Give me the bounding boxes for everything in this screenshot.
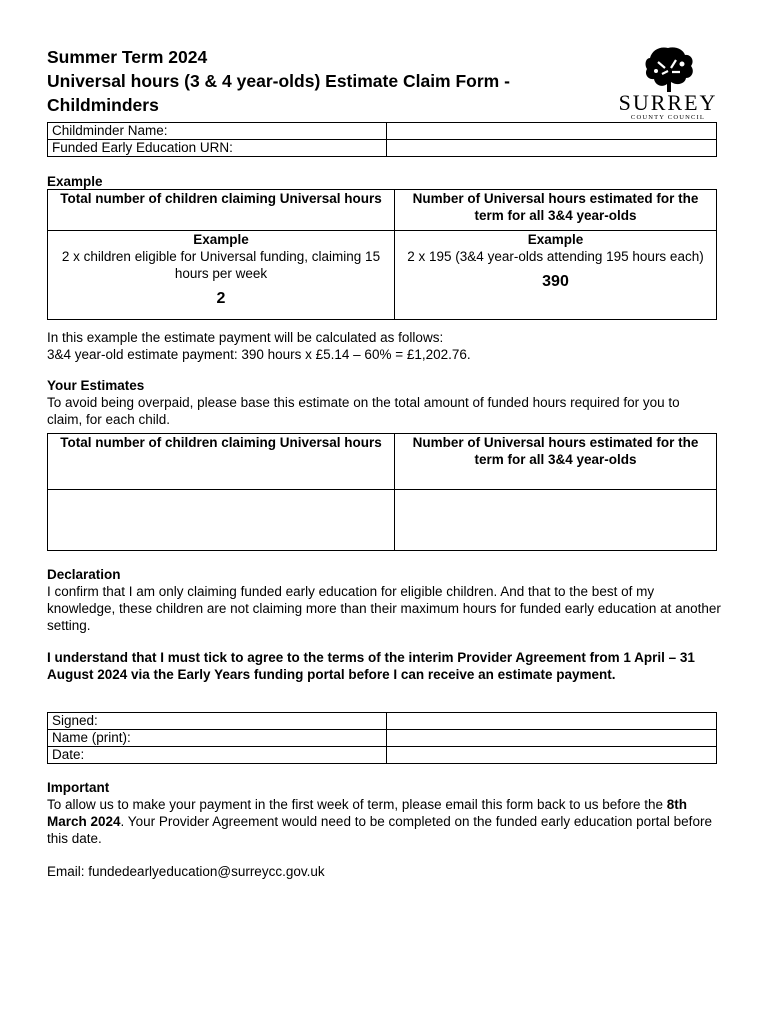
example-calculation: [47, 329, 471, 363]
table-row: [48, 190, 717, 231]
declaration-agreement-text: I understand that I must tick to agree to the terms of the interim Provider Agreement from 1 April – 31 August 2024 via the Early Years funding portal before I can receive an estimate payment.: [47, 650, 695, 682]
example-table: [47, 189, 717, 320]
table-row: [48, 490, 717, 551]
example-col2-text: 2 x 195 (3&4 year-olds attending 195 hours each): [407, 249, 704, 264]
estimates-text: To avoid being overpaid, please base this estimate on the total amount of funded hours required for you to claim, for each child.: [47, 395, 680, 427]
important-text-before: To allow us to make your payment in the first week of term, please email this form back to us before the: [47, 797, 667, 812]
name-print-field[interactable]: [387, 730, 717, 747]
surrey-county-council-logo: [614, 44, 722, 124]
childminder-details-table: [47, 122, 717, 157]
tree-emblem-icon: [638, 44, 698, 94]
example-col1-cell: [48, 231, 395, 320]
example-col1-text: 2 x children eligible for Universal funding, claiming 15 hours per week: [61, 249, 381, 281]
table-row: [48, 747, 717, 764]
estimates-table: [47, 433, 717, 551]
signature-table: [47, 712, 717, 764]
table-row: [48, 434, 717, 490]
estimates-heading: Your Estimates: [47, 378, 145, 393]
urn-label: Funded Early Education URN:: [48, 140, 387, 157]
important-section: [47, 779, 723, 880]
table-row: [48, 231, 717, 320]
signed-field[interactable]: [387, 713, 717, 730]
childminder-name-field[interactable]: [387, 123, 717, 140]
date-label: Date:: [48, 747, 387, 764]
table-row: [48, 140, 717, 157]
declaration-heading: Declaration: [47, 567, 121, 582]
important-text-after: . Your Provider Agreement would need to be completed on the funded early education portal before this date.: [47, 814, 712, 846]
childminder-name-label: Childminder Name:: [48, 123, 387, 140]
title-line-1: Summer Term 2024: [47, 47, 208, 67]
table-row: [48, 713, 717, 730]
children-estimate-field[interactable]: [48, 490, 395, 551]
example-col2-cell: [395, 231, 717, 320]
name-print-label: Name (print):: [48, 730, 387, 747]
estimates-col2-header: Number of Universal hours estimated for the term for all 3&4 year-olds: [395, 434, 717, 490]
declaration-text: I confirm that I am only claiming funded early education for eligible children. And that to the best of my knowledge, these children are not claiming more than their maximum hours for funded early education at another setting.: [47, 584, 721, 633]
example-children-value: 2: [216, 290, 226, 307]
calc-line-1: In this example the estimate payment will be calculated as follows:: [47, 330, 444, 345]
title-line-3: Childminders: [47, 95, 159, 115]
example-col1-title: Example: [193, 232, 249, 247]
logo-subtitle: COUNTY COUNCIL: [630, 114, 706, 121]
important-text: [47, 796, 723, 847]
urn-field[interactable]: [387, 140, 717, 157]
title-line-2: Universal hours (3 & 4 year-olds) Estimate Claim Form -: [47, 71, 510, 91]
example-col2-title: Example: [527, 232, 584, 247]
declaration-section: [47, 566, 723, 683]
example-heading: Example: [47, 174, 103, 189]
table-row: [48, 730, 717, 747]
example-col2-header: Number of Universal hours estimated for the term for all 3&4 year-olds: [395, 190, 717, 231]
form-title: [47, 45, 617, 117]
table-row: [48, 123, 717, 140]
hours-estimate-field[interactable]: [395, 490, 717, 551]
estimates-col1-header: Total number of children claiming Universal hours: [48, 434, 395, 490]
example-hours-value: 390: [542, 273, 569, 290]
deadline-date: 8th March 2024: [47, 797, 688, 829]
calc-line-2: 3&4 year-old estimate payment: 390 hours x £5.14 – 60% = £1,202.76.: [47, 347, 471, 362]
logo-wordmark: SURREY: [618, 90, 718, 115]
important-heading: Important: [47, 780, 110, 795]
estimates-section: [47, 377, 717, 428]
example-col1-header: Total number of children claiming Universal hours: [48, 190, 395, 231]
contact-email[interactable]: Email: fundedearlyeducation@surreycc.gov.uk: [47, 864, 325, 879]
signed-label: Signed:: [48, 713, 387, 730]
date-field[interactable]: [387, 747, 717, 764]
